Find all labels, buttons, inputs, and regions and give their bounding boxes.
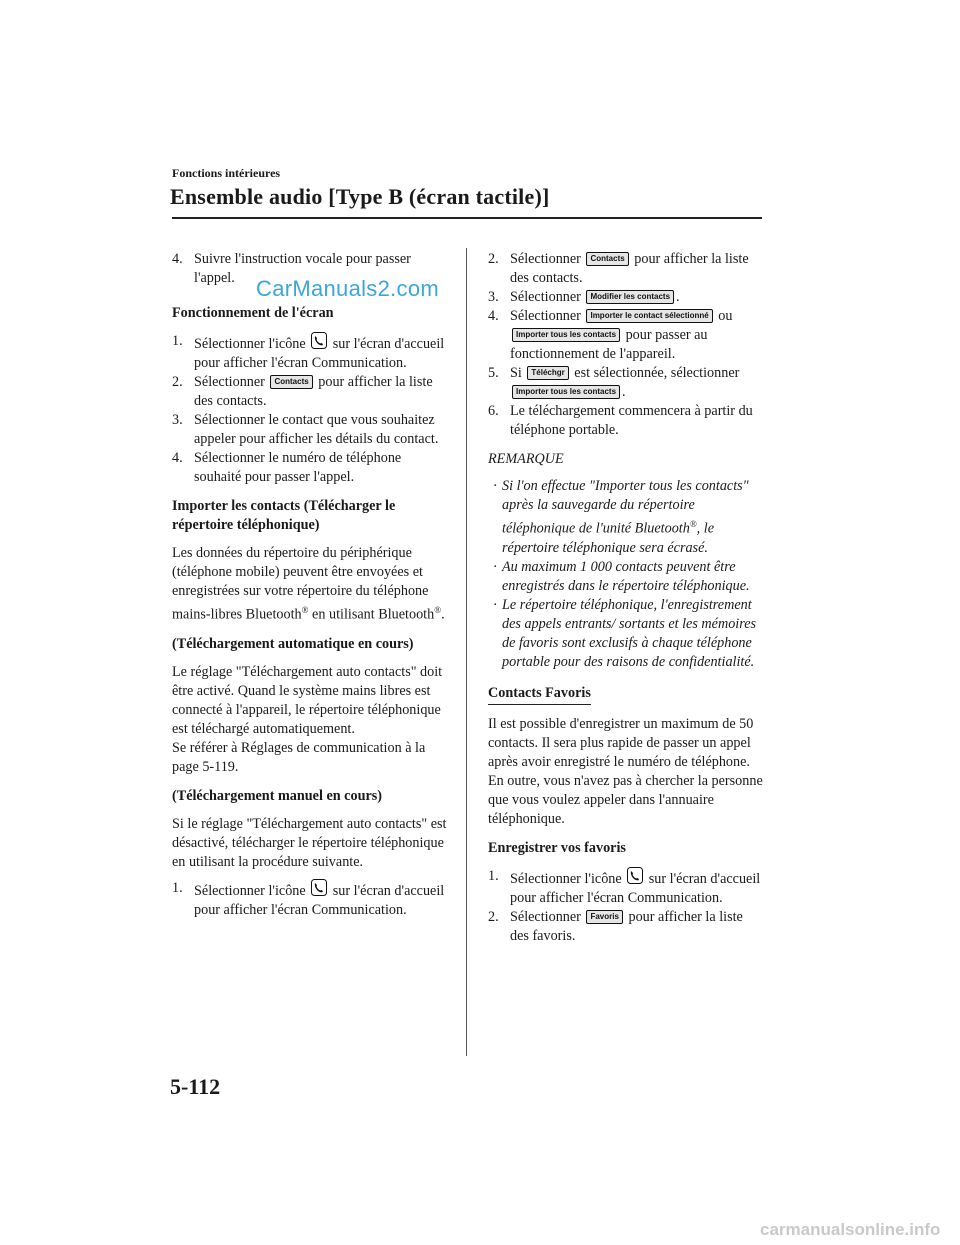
import-all-contacts-button: Importer tous les contacts xyxy=(512,385,620,399)
note-text xyxy=(502,477,764,558)
step-number: 2. xyxy=(172,374,183,390)
bullet-icon: · xyxy=(493,596,497,613)
right-column xyxy=(488,250,764,946)
subheading-manual: (Téléchargement manuel en cours) xyxy=(172,787,383,804)
list-item xyxy=(172,332,450,373)
list-item xyxy=(172,373,450,411)
step-text-pre: Sélectionner l'icône xyxy=(510,870,622,887)
contacts-button: Contacts xyxy=(586,252,628,266)
note-item xyxy=(488,558,764,596)
list-item xyxy=(488,908,764,946)
list-item xyxy=(488,867,764,908)
step-text: Suivre l'instruction vocale pour passer l'appel. xyxy=(194,251,411,286)
registered-mark: ® xyxy=(301,605,309,615)
step-number: 5. xyxy=(488,365,499,381)
paragraph-text: en utilisant Bluetooth xyxy=(308,606,435,623)
step-text-pre: Si xyxy=(510,365,522,381)
step-text-post: . xyxy=(622,384,626,400)
paragraph-auto: Le réglage "Téléchargement auto contacts" doit être activé. Quand le système mains libres est connecté à l'appareil, le répertoire téléphonique est téléchargé automatiquement. xyxy=(172,663,443,737)
favorites-heading: Contacts Favoris xyxy=(488,684,591,705)
paragraph-import xyxy=(172,544,450,625)
list-item xyxy=(172,411,450,449)
import-selected-contact-button: Importer le contact sélectionné xyxy=(586,309,712,323)
step-text-mid: ou xyxy=(718,308,733,324)
step-text-pre: Sélectionner l'icône xyxy=(194,336,306,352)
step-text xyxy=(510,867,764,908)
step-text xyxy=(510,307,764,364)
step-text xyxy=(510,364,764,402)
contacts-button: Contacts xyxy=(270,375,312,389)
step-text: Sélectionner le contact que vous souhaitez appeler pour afficher les détails du contact. xyxy=(194,412,439,447)
list-item xyxy=(488,364,764,402)
subheading-auto: (Téléchargement automatique en cours) xyxy=(172,635,414,652)
step-text-post: pour afficher la liste des contacts. xyxy=(194,374,433,409)
registered-mark: ® xyxy=(689,519,697,529)
paragraph-favoris: Il est possible d'enregistrer un maximum de 50 contacts. Il sera plus rapide de passer un appel après avoir enregistré le numéro de téléphone. En outre, vous n'avez pas à chercher la personne que vous voulez appeler dans l'annuaire téléphonique. xyxy=(488,715,763,827)
note-item xyxy=(488,477,764,558)
section-label: Fonctions intérieures xyxy=(172,166,281,180)
note-text: Le répertoire téléphonique, l'enregistrement des appels entrants/ sortants et les mémoires de favoris sont exclusifs à chaque téléphone portable pour des raisons de confidentialité. xyxy=(502,596,757,670)
list-item xyxy=(172,449,450,487)
subheading-import: Importer les contacts (Télécharger le répertoire téléphonique) xyxy=(172,498,396,533)
step-number: 3. xyxy=(172,412,183,428)
step-text-pre: Sélectionner xyxy=(510,251,581,267)
step-number: 2. xyxy=(488,908,499,925)
step-text: Le téléchargement commencera à partir du téléphone portable. xyxy=(510,403,753,438)
paragraph-auto-ref: Se référer à Réglages de communication à la page 5-119. xyxy=(172,739,426,775)
list-item xyxy=(172,250,450,288)
modify-contacts-button: Modifier les contacts xyxy=(586,290,674,304)
subheading-enregistrer: Enregistrer vos favoris xyxy=(488,839,626,856)
list-item xyxy=(488,250,764,288)
step-number: 1. xyxy=(172,333,183,349)
step-number: 6. xyxy=(488,403,499,419)
note-text-a: Si l'on effectue "Importer tous les contacts" après la sauvegarde du répertoire téléphonique de l'unité Bluetooth xyxy=(502,478,749,537)
step-text xyxy=(510,250,764,288)
step-text-pre: Sélectionner l'icône xyxy=(194,882,306,899)
step-text-pre: Sélectionner xyxy=(194,374,265,390)
bullet-icon: · xyxy=(493,558,497,575)
step-text xyxy=(510,908,764,946)
paragraph-text: . xyxy=(441,606,445,623)
note-item xyxy=(488,596,764,672)
list-item xyxy=(488,402,764,440)
watermark: CarManuals2.com xyxy=(256,276,440,301)
step-text-post: sur l'écran d'accueil pour afficher l'écran Communication. xyxy=(510,870,761,906)
column-divider xyxy=(466,248,467,1056)
footer-watermark: carmanualsonline.info xyxy=(760,1220,941,1239)
import-all-contacts-button: Importer tous les contacts xyxy=(512,328,620,342)
notes-title: REMARQUE xyxy=(488,451,564,467)
step-text: Sélectionner le numéro de téléphone souhaité pour passer l'appel. xyxy=(194,450,402,485)
header-rule xyxy=(172,217,762,219)
subheading-fonctionnement: Fonctionnement de l'écran xyxy=(172,305,334,321)
step-text-post: sur l'écran d'accueil pour afficher l'écran Communication. xyxy=(194,882,445,918)
step-text-pre: Sélectionner xyxy=(510,289,581,305)
list-item xyxy=(172,879,450,920)
step-text xyxy=(194,879,450,920)
note-text: Au maximum 1 000 contacts peuvent être enregistrés dans le répertoire téléphonique. xyxy=(502,558,750,594)
page-number: 5-112 xyxy=(170,1074,221,1099)
step-text xyxy=(510,288,764,307)
chapter-title: Ensemble audio [Type B (écran tactile)] xyxy=(170,184,550,209)
step-number: 4. xyxy=(172,450,183,466)
bullet-icon: · xyxy=(493,478,497,494)
list-item xyxy=(488,307,764,364)
step-text-post: pour passer au fonctionnement de l'appareil. xyxy=(510,327,708,362)
step-text xyxy=(194,332,450,373)
registered-mark: ® xyxy=(434,605,442,615)
step-text-post: pour afficher la liste des favoris. xyxy=(510,908,743,944)
step-number: 4. xyxy=(172,251,183,267)
step-text-post: . xyxy=(676,289,680,305)
phone-icon xyxy=(627,867,643,884)
step-text-mid: est sélectionnée, sélectionner xyxy=(574,365,740,381)
step-number: 1. xyxy=(172,879,183,896)
download-button: Téléchgr xyxy=(527,366,568,380)
step-number: 4. xyxy=(488,308,499,324)
phone-icon xyxy=(311,879,327,896)
paragraph-text: Les données du répertoire du périphérique (téléphone mobile) peuvent être envoyées et enregistrées sur votre répertoire du téléphone mains-libres Bluetooth xyxy=(172,545,429,623)
step-text-pre: Sélectionner xyxy=(510,308,581,324)
step-text-pre: Sélectionner xyxy=(510,908,581,925)
step-text-post: sur l'écran d'accueil pour afficher l'écran Communication. xyxy=(194,336,445,371)
favorites-button: Favoris xyxy=(586,910,622,924)
note-text-b: , le répertoire téléphonique sera écrasé. xyxy=(502,520,715,556)
step-number: 1. xyxy=(488,867,499,884)
left-column xyxy=(172,250,450,920)
step-number: 3. xyxy=(488,289,499,305)
step-text xyxy=(194,373,450,411)
phone-icon xyxy=(311,332,327,349)
step-text-post: pour afficher la liste des contacts. xyxy=(510,251,749,286)
step-number: 2. xyxy=(488,251,499,267)
paragraph-manual: Si le réglage "Téléchargement auto contacts" est désactivé, télécharger le répertoire téléphonique en utilisant la procédure suivante. xyxy=(172,815,447,870)
list-item xyxy=(488,288,764,307)
